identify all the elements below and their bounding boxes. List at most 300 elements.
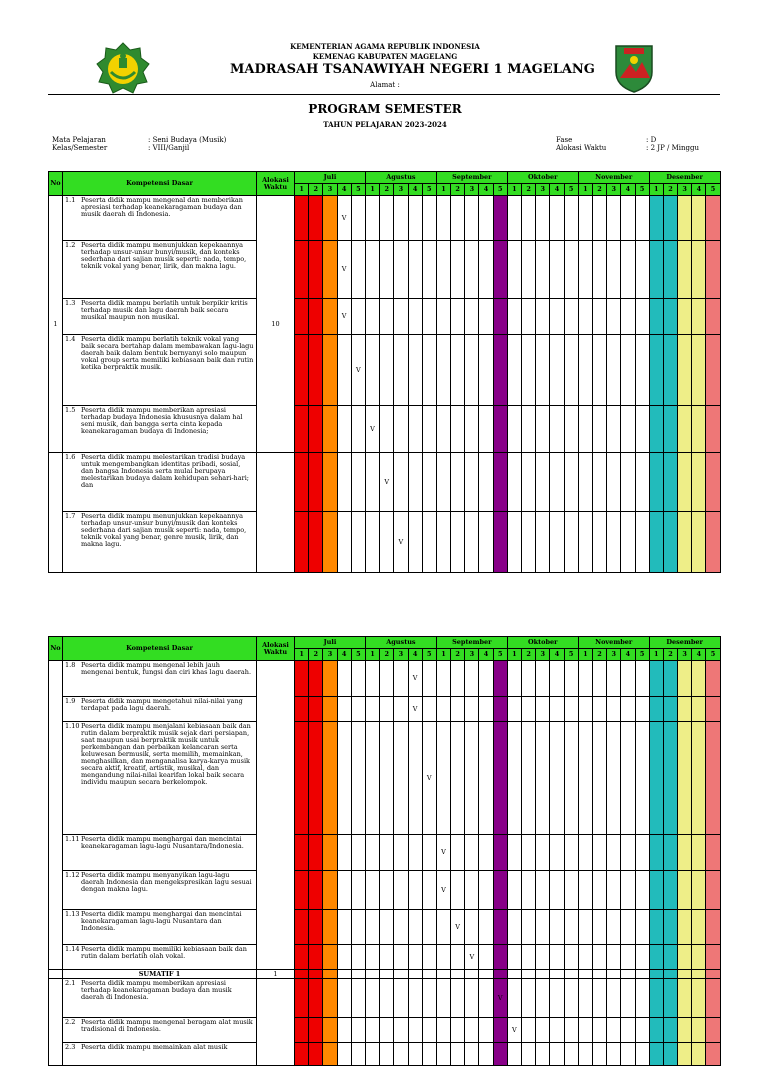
- table-row: [49, 453, 721, 512]
- week-cell: [522, 970, 536, 979]
- week-cell: [436, 945, 450, 970]
- header-month: Oktober: [507, 637, 578, 649]
- header-week: 3: [465, 649, 479, 661]
- week-cell: [706, 241, 720, 299]
- week-cell: [550, 697, 564, 722]
- week-cell: [635, 697, 649, 722]
- week-cell: [295, 661, 309, 697]
- week-cell: [578, 661, 592, 697]
- mapel-value: : Seni Budaya (Musik): [148, 136, 227, 144]
- week-cell: [295, 871, 309, 910]
- competency-number: 1.9: [65, 697, 76, 705]
- header-month: September: [436, 172, 507, 184]
- week-cell: [621, 299, 635, 335]
- week-cell: [578, 722, 592, 835]
- week-cell: [351, 871, 365, 910]
- competency-item: [65, 836, 254, 850]
- competency-number: 1.6: [65, 453, 76, 461]
- week-cell: [351, 661, 365, 697]
- header-week: 1: [436, 649, 450, 661]
- header-week: 5: [493, 649, 507, 661]
- week-cell: [649, 241, 663, 299]
- week-cell: [295, 697, 309, 722]
- week-cell: [536, 910, 550, 945]
- week-cell: [692, 406, 706, 453]
- week-cell: [309, 335, 323, 406]
- header-week: 4: [692, 184, 706, 196]
- week-cell: [408, 512, 422, 573]
- header-week: 1: [507, 184, 521, 196]
- week-cell: [394, 722, 408, 835]
- week-cell: [663, 299, 677, 335]
- week-mark: V: [351, 335, 365, 406]
- header-week: 2: [380, 184, 394, 196]
- week-cell: [706, 299, 720, 335]
- week-cell: [408, 722, 422, 835]
- week-cell: [564, 910, 578, 945]
- week-cell: [507, 299, 521, 335]
- week-cell: [365, 1018, 379, 1043]
- week-cell: [536, 406, 550, 453]
- header-week: 3: [678, 184, 692, 196]
- week-cell: [309, 722, 323, 835]
- week-cell: [706, 335, 720, 406]
- week-cell: [592, 299, 606, 335]
- week-cell: [564, 299, 578, 335]
- week-cell: [649, 979, 663, 1018]
- week-cell: [451, 871, 465, 910]
- header-week: 5: [564, 184, 578, 196]
- week-cell: [663, 335, 677, 406]
- week-cell: [649, 871, 663, 910]
- week-cell: [550, 661, 564, 697]
- week-cell: [692, 1018, 706, 1043]
- week-cell: [465, 335, 479, 406]
- week-cell: [451, 1043, 465, 1066]
- week-cell: [493, 453, 507, 512]
- week-cell: [592, 722, 606, 835]
- week-cell: [295, 453, 309, 512]
- week-cell: [635, 1018, 649, 1043]
- week-cell: [479, 697, 493, 722]
- week-cell: [394, 1018, 408, 1043]
- week-cell: [408, 1043, 422, 1066]
- week-cell: [692, 241, 706, 299]
- week-cell: [365, 196, 379, 241]
- week-cell: [578, 1043, 592, 1066]
- week-cell: [394, 661, 408, 697]
- header-week: 2: [522, 184, 536, 196]
- program-table-1: [48, 171, 721, 573]
- week-cell: [309, 835, 323, 871]
- week-cell: [536, 697, 550, 722]
- row-alokasi: [257, 453, 295, 573]
- week-cell: [607, 299, 621, 335]
- header-week: 1: [578, 649, 592, 661]
- competency-cell: [63, 406, 257, 453]
- week-cell: [493, 722, 507, 835]
- competency-text: Peserta didik mampu mengenal beragam alat musik tradisional di Indonesia.: [81, 1018, 253, 1033]
- week-cell: [422, 299, 436, 335]
- week-cell: [692, 722, 706, 835]
- week-cell: [309, 453, 323, 512]
- week-cell: [422, 1018, 436, 1043]
- header-week: 4: [408, 649, 422, 661]
- week-cell: [635, 1043, 649, 1066]
- week-cell: [522, 335, 536, 406]
- week-cell: [578, 241, 592, 299]
- week-cell: [479, 453, 493, 512]
- week-cell: [507, 406, 521, 453]
- week-cell: [522, 406, 536, 453]
- week-cell: [607, 196, 621, 241]
- week-cell: [380, 970, 394, 979]
- week-cell: [663, 512, 677, 573]
- week-cell: [550, 453, 564, 512]
- week-cell: [451, 835, 465, 871]
- header-week: 5: [706, 184, 720, 196]
- week-cell: [678, 697, 692, 722]
- week-cell: [536, 835, 550, 871]
- week-cell: [635, 335, 649, 406]
- week-cell: [422, 970, 436, 979]
- week-cell: [621, 335, 635, 406]
- header-week: 3: [323, 649, 337, 661]
- week-cell: [323, 406, 337, 453]
- week-cell: [465, 910, 479, 945]
- kelas-label: Kelas/Semester: [52, 144, 108, 152]
- competency-cell: [63, 299, 257, 335]
- week-cell: [408, 406, 422, 453]
- header-week: 4: [550, 184, 564, 196]
- week-cell: [607, 661, 621, 697]
- week-cell: [550, 241, 564, 299]
- competency-number: 1.13: [65, 910, 80, 918]
- competency-number: 1.7: [65, 512, 76, 520]
- week-cell: [621, 970, 635, 979]
- week-cell: [323, 697, 337, 722]
- week-cell: [422, 871, 436, 910]
- week-cell: [536, 1043, 550, 1066]
- week-cell: [295, 512, 309, 573]
- week-cell: [635, 835, 649, 871]
- week-cell: [678, 835, 692, 871]
- week-cell: [408, 910, 422, 945]
- week-cell: [323, 1043, 337, 1066]
- competency-text: Peserta didik mampu menghargai dan mencintai keanekaragaman lagu-lagu Nusantara/Indonesia.: [81, 835, 244, 850]
- week-cell: [479, 871, 493, 910]
- competency-cell: [63, 1043, 257, 1066]
- week-cell: [337, 453, 351, 512]
- week-cell: [607, 453, 621, 512]
- week-cell: [536, 453, 550, 512]
- week-cell: [451, 697, 465, 722]
- week-cell: [394, 697, 408, 722]
- week-cell: [507, 979, 521, 1018]
- week-cell: [295, 910, 309, 945]
- sumatif-row: [49, 970, 721, 979]
- week-cell: [663, 697, 677, 722]
- week-cell: [607, 1018, 621, 1043]
- week-cell: [479, 722, 493, 835]
- week-cell: [309, 512, 323, 573]
- table-row: [49, 910, 721, 945]
- header-week: 5: [422, 184, 436, 196]
- week-cell: [422, 196, 436, 241]
- week-cell: [522, 453, 536, 512]
- header-month: November: [578, 637, 649, 649]
- week-cell: [408, 241, 422, 299]
- competency-cell: [63, 512, 257, 573]
- week-cell: [479, 945, 493, 970]
- table-row: [49, 406, 721, 453]
- week-cell: [451, 979, 465, 1018]
- competency-text: Peserta didik mampu berlatih untuk berpikir kritis terhadap musik dan lagu daerah baik secara musikal maupun non musikal.: [81, 299, 248, 321]
- competency-text: Peserta didik mampu memainkan alat musik: [81, 1043, 228, 1051]
- week-cell: [592, 1018, 606, 1043]
- week-cell: [479, 1043, 493, 1066]
- week-cell: [592, 835, 606, 871]
- header-week: 4: [337, 184, 351, 196]
- week-cell: [479, 1018, 493, 1043]
- week-cell: [493, 1043, 507, 1066]
- row-no: [49, 453, 63, 573]
- week-cell: [365, 453, 379, 512]
- week-cell: [522, 979, 536, 1018]
- week-cell: [465, 1018, 479, 1043]
- week-cell: [578, 335, 592, 406]
- week-mark: V: [493, 979, 507, 1018]
- week-cell: [479, 661, 493, 697]
- week-cell: [678, 241, 692, 299]
- week-cell: [436, 1018, 450, 1043]
- office-line: KEMENAG KABUPATEN MAGELANG: [312, 52, 458, 61]
- competency-cell: [63, 910, 257, 945]
- week-cell: [436, 196, 450, 241]
- week-cell: [465, 722, 479, 835]
- week-cell: [493, 945, 507, 970]
- header-week: 2: [663, 184, 677, 196]
- header-divider: [48, 94, 720, 95]
- week-cell: [550, 835, 564, 871]
- week-cell: [592, 910, 606, 945]
- week-mark: V: [451, 910, 465, 945]
- table-row: [49, 871, 721, 910]
- header-week: 5: [635, 649, 649, 661]
- row-alokasi: [257, 979, 295, 1066]
- week-cell: [564, 835, 578, 871]
- week-cell: [522, 241, 536, 299]
- week-cell: [351, 910, 365, 945]
- week-cell: [323, 241, 337, 299]
- week-cell: [337, 835, 351, 871]
- week-cell: [493, 512, 507, 573]
- week-cell: [436, 406, 450, 453]
- week-cell: [479, 335, 493, 406]
- week-cell: [507, 241, 521, 299]
- table-row: [49, 196, 721, 241]
- week-cell: [479, 512, 493, 573]
- header-week: 4: [479, 649, 493, 661]
- week-cell: [621, 945, 635, 970]
- header-week: 1: [365, 184, 379, 196]
- week-cell: [522, 910, 536, 945]
- week-cell: [607, 697, 621, 722]
- week-cell: [436, 970, 450, 979]
- header-week: 4: [621, 184, 635, 196]
- table-row: [49, 835, 721, 871]
- week-cell: [451, 722, 465, 835]
- week-cell: [649, 196, 663, 241]
- header-week: 2: [592, 649, 606, 661]
- week-mark: V: [365, 406, 379, 453]
- week-cell: [706, 910, 720, 945]
- week-cell: [564, 453, 578, 512]
- school-name: MADRASAH TSANAWIYAH NEGERI 1 MAGELANG: [230, 62, 595, 77]
- week-cell: [380, 835, 394, 871]
- week-mark: V: [394, 512, 408, 573]
- competency-item: [65, 1019, 254, 1033]
- week-cell: [706, 453, 720, 512]
- week-cell: [536, 722, 550, 835]
- week-cell: [550, 512, 564, 573]
- week-cell: [436, 241, 450, 299]
- week-cell: [678, 722, 692, 835]
- week-cell: [663, 241, 677, 299]
- week-cell: [380, 241, 394, 299]
- week-cell: [479, 241, 493, 299]
- week-cell: [663, 835, 677, 871]
- week-cell: [522, 299, 536, 335]
- week-cell: [706, 512, 720, 573]
- week-cell: [621, 722, 635, 835]
- competency-number: 1.5: [65, 406, 76, 414]
- mapel-label: Mata Pelajaran: [52, 136, 106, 144]
- week-cell: [465, 512, 479, 573]
- week-cell: [592, 945, 606, 970]
- header-week: 2: [380, 649, 394, 661]
- week-mark: V: [422, 722, 436, 835]
- week-cell: [578, 299, 592, 335]
- header-week: 5: [493, 184, 507, 196]
- competency-number: 2.2: [65, 1018, 76, 1026]
- week-cell: [522, 945, 536, 970]
- header-month: Desember: [649, 637, 720, 649]
- table-row: [49, 722, 721, 835]
- week-cell: [493, 697, 507, 722]
- week-cell: [309, 979, 323, 1018]
- header-week: 4: [337, 649, 351, 661]
- header-week: 1: [295, 184, 309, 196]
- week-cell: [295, 835, 309, 871]
- week-cell: [351, 970, 365, 979]
- week-cell: [365, 970, 379, 979]
- week-cell: [649, 1043, 663, 1066]
- week-cell: [635, 979, 649, 1018]
- week-cell: [323, 979, 337, 1018]
- week-cell: [536, 945, 550, 970]
- week-cell: [663, 1018, 677, 1043]
- week-cell: [578, 835, 592, 871]
- week-cell: [663, 661, 677, 697]
- week-cell: [536, 979, 550, 1018]
- week-cell: [692, 1043, 706, 1066]
- week-cell: [337, 661, 351, 697]
- week-cell: [493, 970, 507, 979]
- week-cell: [465, 453, 479, 512]
- week-cell: [351, 196, 365, 241]
- week-cell: [678, 979, 692, 1018]
- week-cell: [592, 335, 606, 406]
- week-cell: [451, 512, 465, 573]
- week-cell: [550, 299, 564, 335]
- week-cell: [323, 835, 337, 871]
- week-cell: [663, 196, 677, 241]
- week-cell: [394, 910, 408, 945]
- header-week: 1: [649, 649, 663, 661]
- week-cell: [706, 1018, 720, 1043]
- week-cell: [323, 335, 337, 406]
- header-no: No: [49, 172, 63, 196]
- week-cell: [380, 196, 394, 241]
- week-cell: [678, 512, 692, 573]
- week-cell: [635, 196, 649, 241]
- week-cell: [706, 697, 720, 722]
- week-cell: [365, 1043, 379, 1066]
- week-mark: V: [465, 945, 479, 970]
- week-cell: [578, 979, 592, 1018]
- fase-label: Fase: [556, 136, 573, 144]
- week-cell: [351, 241, 365, 299]
- week-cell: [678, 453, 692, 512]
- week-cell: [394, 453, 408, 512]
- week-cell: [592, 241, 606, 299]
- week-cell: [621, 512, 635, 573]
- header-week: 1: [436, 184, 450, 196]
- week-cell: [621, 1018, 635, 1043]
- week-cell: [536, 335, 550, 406]
- competency-cell: [63, 835, 257, 871]
- week-cell: [451, 241, 465, 299]
- week-cell: [323, 1018, 337, 1043]
- header-week: 4: [479, 184, 493, 196]
- week-cell: [507, 661, 521, 697]
- week-cell: [678, 661, 692, 697]
- week-cell: [309, 1043, 323, 1066]
- week-cell: [394, 835, 408, 871]
- week-cell: [507, 945, 521, 970]
- competency-cell: [63, 1018, 257, 1043]
- header-week: 2: [451, 649, 465, 661]
- week-cell: [394, 335, 408, 406]
- week-cell: [564, 1043, 578, 1066]
- week-cell: [635, 722, 649, 835]
- week-cell: [621, 910, 635, 945]
- header-week: 2: [309, 184, 323, 196]
- table-row: [49, 945, 721, 970]
- week-cell: [592, 979, 606, 1018]
- kelas-value: : VIII/Ganjil: [148, 144, 190, 152]
- week-cell: [351, 835, 365, 871]
- week-cell: [550, 970, 564, 979]
- week-cell: [663, 453, 677, 512]
- week-cell: [309, 661, 323, 697]
- week-cell: [309, 196, 323, 241]
- week-cell: [422, 512, 436, 573]
- week-cell: [309, 697, 323, 722]
- week-cell: [663, 406, 677, 453]
- week-cell: [649, 299, 663, 335]
